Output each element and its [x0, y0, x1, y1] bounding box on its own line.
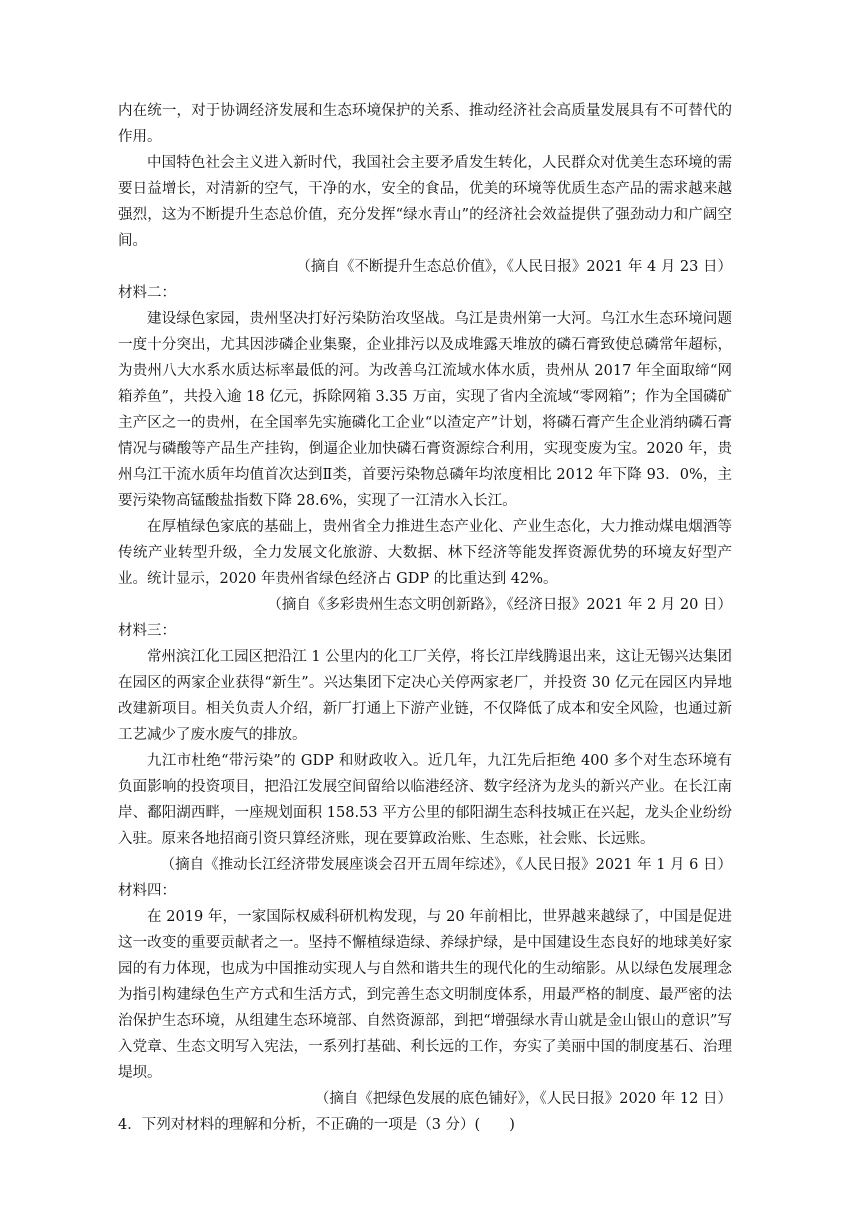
question-four: 4．下列对材料的理解和分析，不正确的一项是（3 分）( ) [118, 1117, 515, 1133]
paragraph-material-four: 在 2019 年，一家国际权威科研机构发现，与 20 年前相比，世界越来越绿了，中国是促进这一改变的重要贡献者之一。坚持不懈植绿造绿、养绿护绿，是中国建设生态良好的地球美好家园的有力体现，也成为中国推动实现人与自然和谐共生的现代化的生动缩影。从以绿色发展理念为指引构建绿色生产方式和生活方式，到完善生态文明制度体系，用最严格的制度、最严密的法治保护生态环境，从组建生态环境部、自然资源部，到把“增强绿水青山就是金山银山的意识”写入党章、生态文明写入宪法，一系列打基础、利长远的工作，夯实了美丽中国的制度基石、治理堤坝。 [118, 909, 732, 1081]
material-three-label: 材料三： [118, 623, 176, 639]
material-four-label: 材料四： [118, 883, 176, 899]
source-citation-four: （摘自《把绿色发展的底色铺好》，《人民日报》2020 年 12 日） [314, 1091, 732, 1107]
paragraph-material-two-first: 建设绿色家园，贵州坚决打好污染防治攻坚战。乌江是贵州第一大河。乌江水生态环境问题一度十分突出，尤其因涉磷企业集聚，企业排污以及成堆露天堆放的磷石膏致使总磷常年超标，为贵州八大水系水质达标率最低的河。为改善乌江流域水体水质，贵州从 2017 年全面取缔“网箱养鱼”，共投入逾 18 亿元，拆除网箱 3.35 万亩，实现了省内全流域“零网箱”；作为全国磷矿主产区之一的贵州，在全国率先实施磷化工企业“以渣定产”计划，将磷石膏产生企业消纳磷石膏情况与磷酸等产品生产挂钩，倒逼企业加快磷石膏资源综合利用，实现变废为宝。2020 年，贵州乌江干流水质年均值首次达到Ⅱ类，首要污染物总磷年均浓度相比 2012 年下降 93．0%，主要污染物高锰酸盐指数下降 28.6%，实现了一江清水入长江。 [118, 311, 732, 509]
paragraph-material-three-second: 九江市杜绝“带污染”的 GDP 和财政收入。近几年，九江先后拒绝 400 多个对生态环境有负面影响的投资项目，把沿江发展空间留给以临港经济、数字经济为龙头的新兴产业。在长江南岸、鄱阳湖西畔，一座规划面积 158.53 平方公里的郁阳湖生态科技城正在兴起，龙头企业纷纷入驻。原来各地招商引资只算经济账，现在要算政治账、生态账，社会账、长远账。 [118, 753, 732, 847]
paragraph-continuation: 内在统一，对于协调经济发展和生态环境保护的关系、推动经济社会高质量发展具有不可替代的作用。 [118, 103, 732, 145]
paragraph-material-one-second: 中国特色社会主义进入新时代，我国社会主要矛盾发生转化，人民群众对优美生态环境的需要日益增长，对清新的空气，干净的水，安全的食品，优美的环境等优质生态产品的需求越来越强烈，这为不断提升生态总价值，充分发挥“绿水青山”的经济社会效益提供了强劲动力和广阔空间。 [118, 155, 732, 249]
source-citation-two: （摘自《多彩贵州生态文明创新路》，《经济日报》2021 年 2 月 20 日） [267, 597, 732, 613]
paragraph-material-three-first: 常州滨江化工园区把沿江 1 公里内的化工厂关停，将长江岸线腾退出来，这让无锡兴达集团在园区的两家企业获得“新生”。兴达集团下定决心关停两家老厂，并投资 30 亿元在园区内异地改建新项目。相关负责人介绍，新厂打通上下游产业链，不仅降低了成本和安全风险，也通过新工艺减少了废水废气的排放。 [118, 649, 732, 743]
document-body [118, 98, 732, 1138]
paragraph-material-two-second: 在厚植绿色家底的基础上，贵州省全力推进生态产业化、产业生态化，大力推动煤电烟酒等传统产业转型升级，全力发展文化旅游、大数据、林下经济等能发挥资源优势的环境友好型产业。统计显示，2020 年贵州省绿色经济占 GDP 的比重达到 42%。 [118, 519, 732, 587]
source-citation-one: （摘自《不断提升生态总价值》，《人民日报》2021 年 4 月 23 日） [296, 259, 732, 275]
source-citation-three: （摘自《推动长江经济带发展座谈会召开五周年综述》，《人民日报》2021 年 1 月 6 日） [160, 857, 732, 873]
material-two-label: 材料二： [118, 285, 176, 301]
